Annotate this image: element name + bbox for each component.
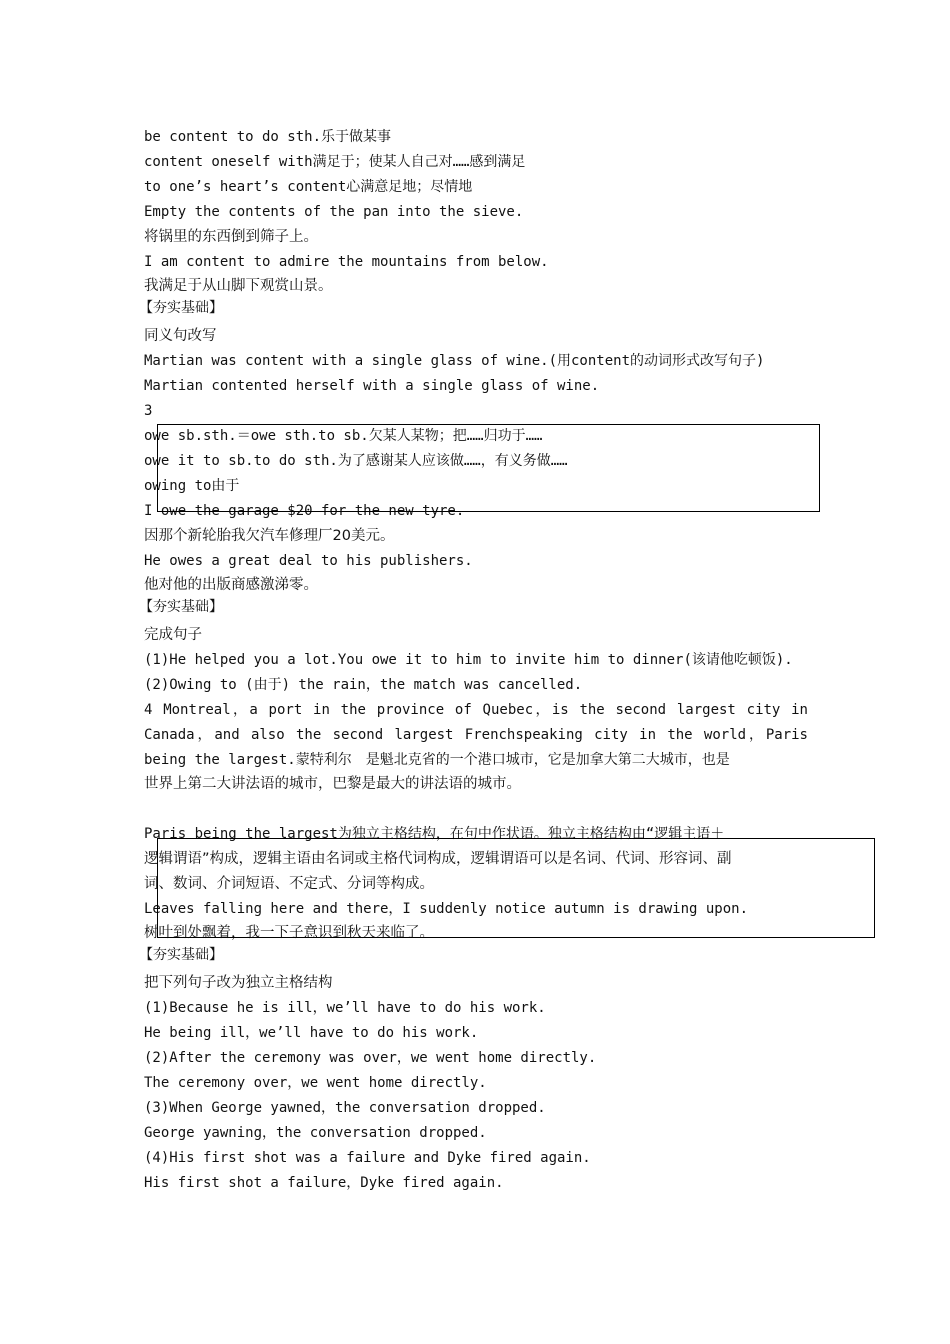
text-line: I am content to admire the mountains from below. bbox=[144, 254, 549, 270]
text-line: 我满足于从山脚下观赏山景。 bbox=[144, 278, 333, 294]
text-line: (3)When George yawned，the conversation dropped. bbox=[144, 1100, 546, 1116]
text-line: 词、数词、介词短语、不定式、分词等构成。 bbox=[144, 876, 434, 892]
text-line: George yawning，the conversation dropped. bbox=[144, 1125, 487, 1141]
text-line: He owes a great deal to his publishers. bbox=[144, 553, 473, 569]
text-line: (1)He helped you a lot.You owe it to him to invite him to dinner(该请他吃顿饭). bbox=[144, 652, 793, 668]
text-line: Paris being the largest为独立主格结构，在句中作状语。独立主格结构由“逻辑主语＋ bbox=[144, 826, 725, 842]
text-line: owe sb.sth.＝owe sth.to sb.欠某人某物；把……归功于…… bbox=[144, 428, 543, 444]
text-line: 逻辑谓语”构成，逻辑主语由名词或主格代词构成，逻辑谓语可以是名词、代词、形容词、副 bbox=[144, 851, 732, 867]
text-line: owe it to sb.to do sth.为了感谢某人应该做……，有义务做…… bbox=[144, 453, 568, 469]
text-line: be content to do sth.乐于做某事 bbox=[144, 129, 392, 145]
text-line: His first shot a failure，Dyke fired again. bbox=[144, 1175, 504, 1191]
section-heading: 【夯实基础】 bbox=[139, 300, 223, 316]
text-line: Leaves falling here and there，I suddenly notice autumn is drawing upon. bbox=[144, 901, 749, 917]
text-line: (2)Owing to (由于) the rain，the match was cancelled. bbox=[144, 677, 583, 693]
text-line: (4)His first shot was a failure and Dyke fired again. bbox=[144, 1150, 591, 1166]
text-line: Empty the contents of the pan into the sieve. bbox=[144, 204, 524, 220]
text-line: Martian was content with a single glass of wine.(用content的动词形式改写句子) bbox=[144, 353, 765, 369]
text-line: 因那个新轮胎我欠汽车修理厂20美元。 bbox=[144, 528, 395, 544]
text-line: Martian contented herself with a single glass of wine. bbox=[144, 378, 600, 394]
text-line: 树叶到处飘着，我一下子意识到秋天来临了。 bbox=[144, 925, 434, 941]
text-line: Canada，and also the second largest Frenchspeaking city in the world，Paris bbox=[144, 727, 808, 743]
text-line: (1)Because he is ill，we’ll have to do his work. bbox=[144, 1000, 546, 1016]
text-line: to one’s heart’s content心满意足地；尽情地 bbox=[144, 179, 473, 195]
text-line: content oneself with满足于；使某人自己对……感到满足 bbox=[144, 154, 526, 170]
exercise-title: 同义句改写 bbox=[144, 328, 217, 344]
text-line: I owe the garage $20 for the new tyre. bbox=[144, 503, 465, 519]
text-line: owing to由于 bbox=[144, 478, 240, 494]
section-heading: 【夯实基础】 bbox=[139, 947, 223, 963]
text-line: 将锅里的东西倒到筛子上。 bbox=[144, 229, 318, 245]
text-line: The ceremony over，we went home directly. bbox=[144, 1075, 487, 1091]
text-line: 4 Montreal，a port in the province of Quebec，is the second largest city in bbox=[144, 702, 808, 718]
text-line: (2)After the ceremony was over，we went home directly. bbox=[144, 1050, 597, 1066]
text-line: being the largest.蒙特利尔 是魁北克省的一个港口城市，它是加拿大第二大城市，也是 bbox=[144, 752, 730, 768]
exercise-title: 完成句子 bbox=[144, 627, 202, 643]
section-heading: 【夯实基础】 bbox=[139, 599, 223, 615]
exercise-title: 把下列句子改为独立主格结构 bbox=[144, 975, 333, 991]
text-line: 世界上第二大讲法语的城市，巴黎是最大的讲法语的城市。 bbox=[144, 776, 521, 792]
item-number: 3 bbox=[144, 403, 153, 419]
text-line: He being ill，we’ll have to do his work. bbox=[144, 1025, 479, 1041]
text-line: 他对他的出版商感激涕零。 bbox=[144, 577, 318, 593]
